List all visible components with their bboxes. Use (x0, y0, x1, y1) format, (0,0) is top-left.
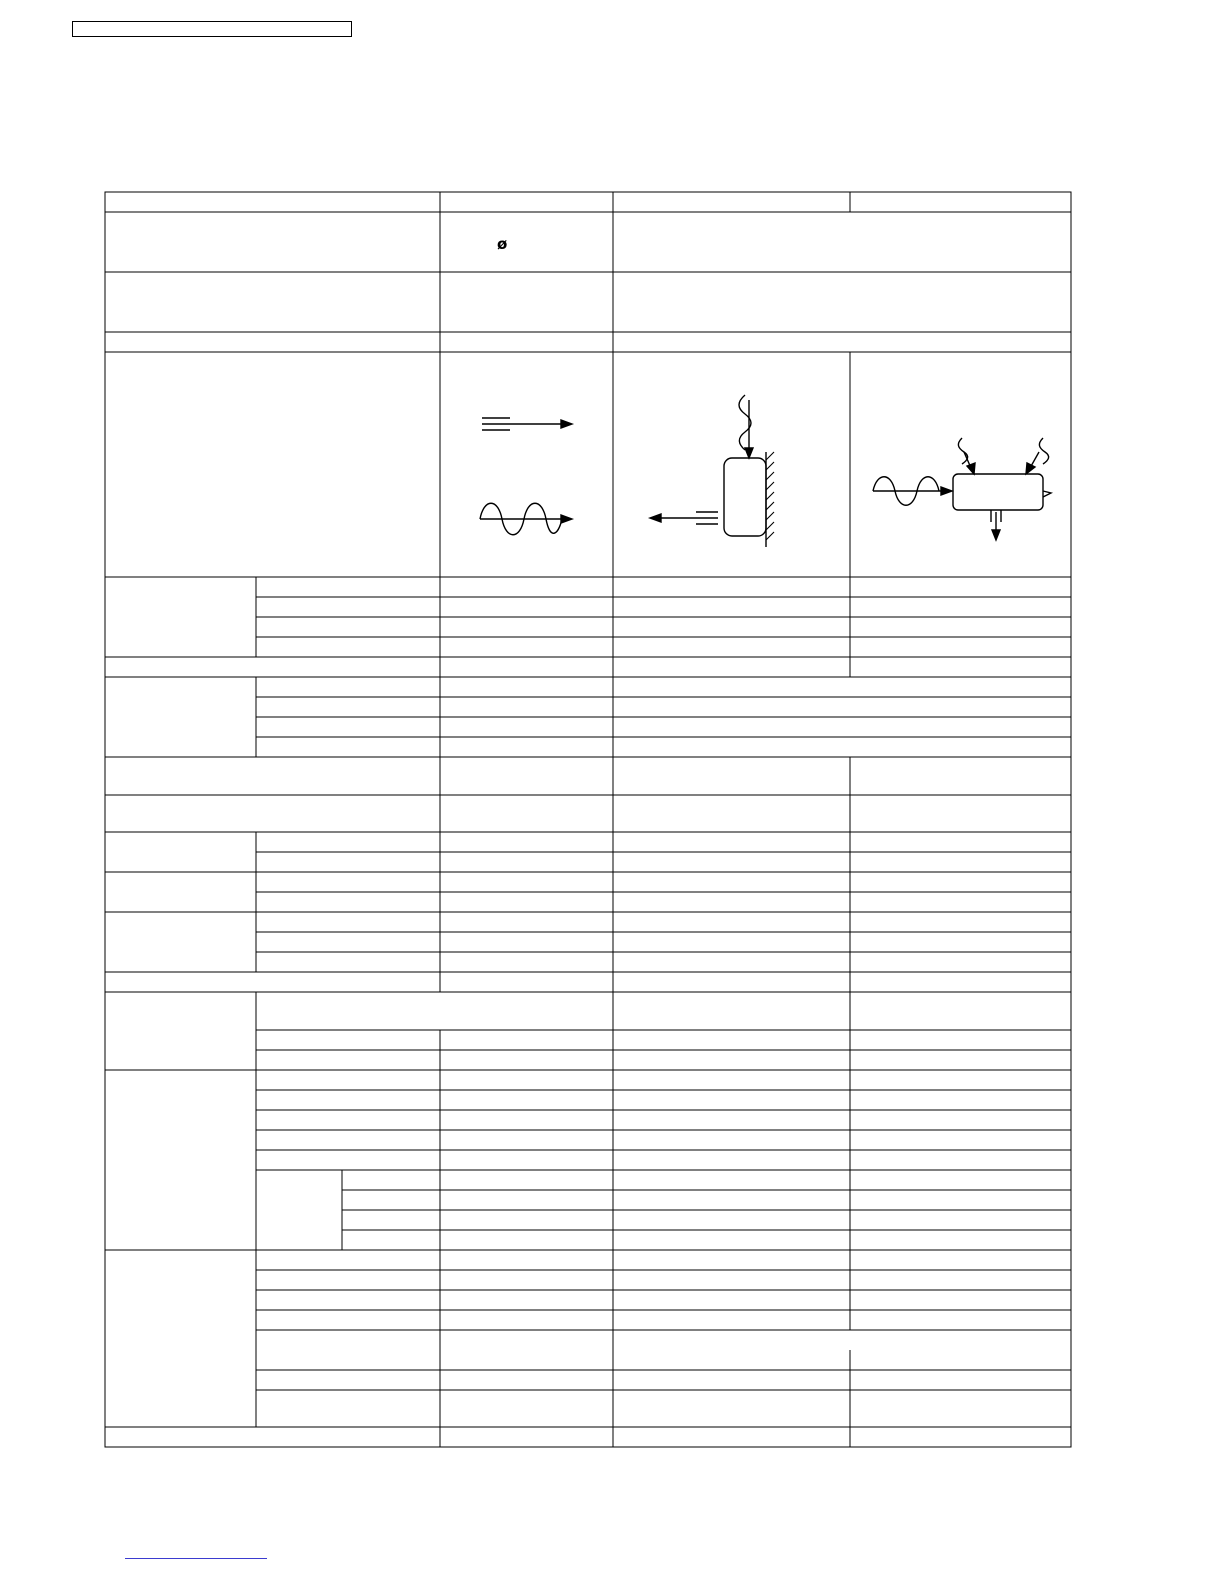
table-grid (105, 192, 1071, 1447)
phase-symbol: ø (497, 235, 508, 253)
wall-mounted-indoor-unit-icon (650, 395, 774, 547)
outdoor-unit-icon (873, 438, 1051, 540)
airflow-arrow-icon (480, 418, 572, 535)
footer-link[interactable] (125, 1558, 267, 1559)
